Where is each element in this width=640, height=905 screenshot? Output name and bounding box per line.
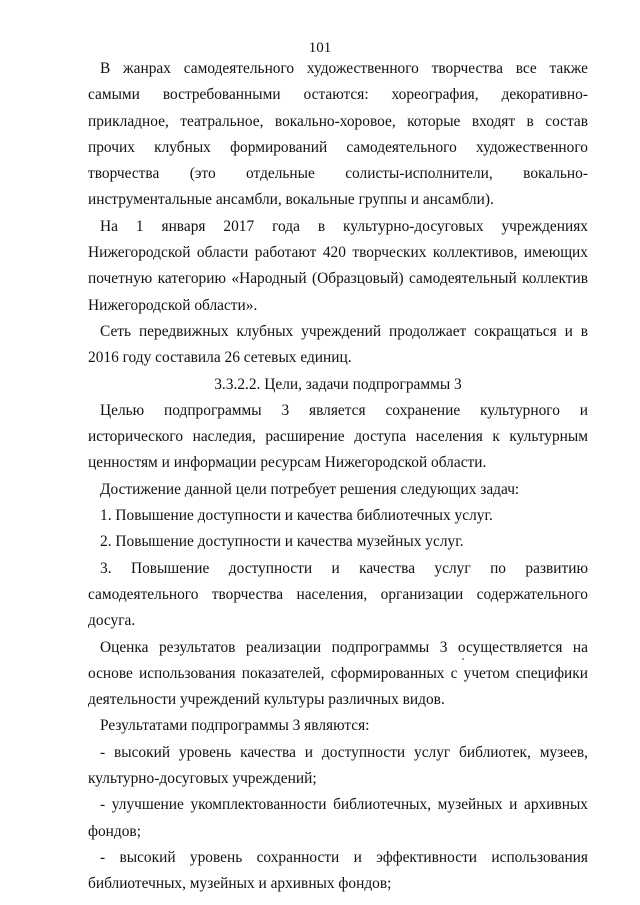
document-body (88, 56, 588, 898)
result-item-3: - высокий уровень сохранности и эффективности использования библиотечных, музейных и архивных фондов; (88, 848, 588, 893)
task-item-2: 2. Повышение доступности и качества музейных услуг. (100, 533, 464, 551)
paragraph-genres: В жанрах самодеятельного художественного творчества все также самыми востребованными остаются: хореография, декоративно-прикладное, театральное, вокально-хоровое, которые входят в состав прочих клубных формирований самодеятельного художественного творчества (это отдельные солисты-исполнители, вокально-инструментальные ансамбли, вокальные группы и ансамбли). (88, 60, 588, 209)
section-heading: 3.3.2.2. Цели, задачи подпрограммы 3 (214, 375, 462, 393)
task-item-3: 3. Повышение доступности и качества услуг по развитию самодеятельного творчества населения, организации содержательного досуга. (88, 559, 588, 630)
task-item-1: 1. Повышение доступности и качества библиотечных услуг. (100, 507, 493, 525)
scan-speck (462, 658, 464, 660)
paragraph-goal: Целью подпрограммы 3 является сохранение культурного и исторического наследия, расширение доступа населения к культурным ценностям и информации ресурсам Нижегородской области. (88, 401, 588, 472)
result-item-1: - высокий уровень качества и доступности услуг библиотек, музеев, культурно-досуговых учреждений; (88, 743, 588, 788)
paragraph-tasks-intro: Достижение данной цели потребует решения следующих задач: (100, 480, 520, 498)
result-item-2: - улучшение укомплектованности библиотечных, музейных и архивных фондов; (88, 796, 588, 840)
paragraph-evaluation: Оценка результатов реализации подпрограммы 3 осуществляется на основе использования показателей, сформированных с учетом специфики деятельности учреждений культуры различных видов. (88, 638, 588, 709)
paragraph-mobile-clubs: Сеть передвижных клубных учреждений продолжает сокращаться и в 2016 году составила 26 сетевых единиц. (88, 322, 588, 367)
page-number: 101 (308, 40, 332, 56)
paragraph-results-intro: Результатами подпрограммы 3 являются: (100, 717, 370, 735)
paragraph-collectives: На 1 января 2017 года в культурно-досуговых учреждениях Нижегородской области работают 420 творческих коллективов, имеющих почетную категорию «Народный (Образцовый) самодеятельный коллектив Нижегородской области». (88, 217, 588, 314)
